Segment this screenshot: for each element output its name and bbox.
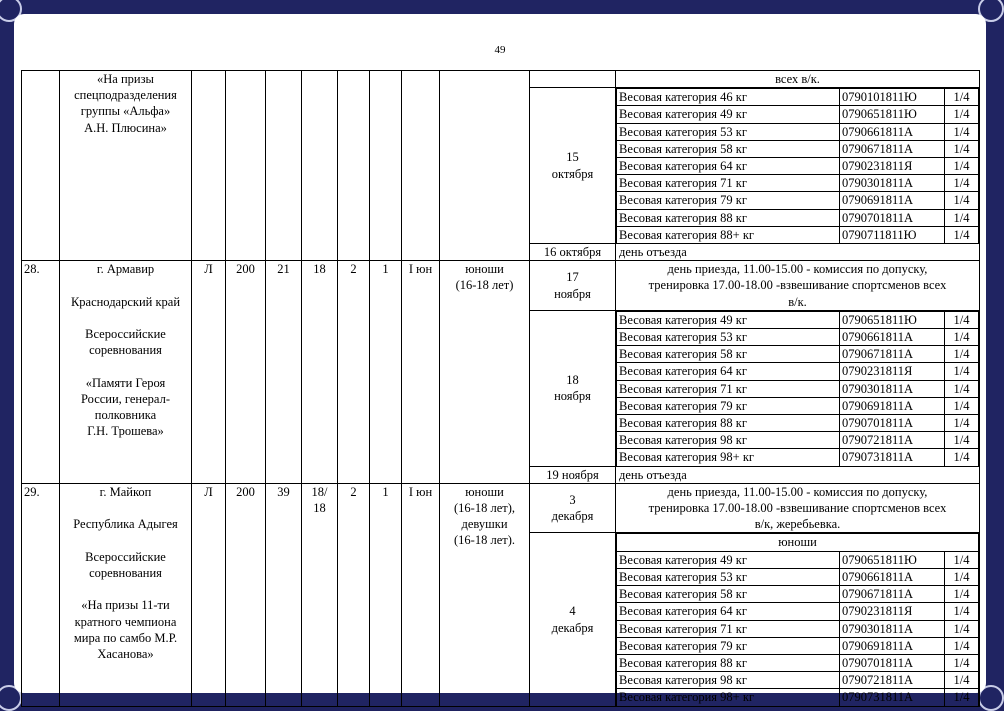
weight-row bbox=[617, 672, 979, 689]
table-row bbox=[22, 483, 980, 533]
category-code: 0790731811А bbox=[840, 449, 945, 466]
description-line: Г.Н. Трошева» bbox=[87, 424, 164, 439]
schedule-date bbox=[530, 483, 616, 533]
description-line bbox=[62, 581, 189, 597]
schedule-info bbox=[616, 466, 980, 483]
cell-type: Л bbox=[192, 261, 226, 484]
age-group bbox=[440, 261, 530, 484]
cell-c4 bbox=[338, 71, 370, 261]
category-code: 0790721811А bbox=[840, 432, 945, 449]
weight-row bbox=[617, 329, 979, 346]
weight-row bbox=[617, 654, 979, 671]
date-line: 15 bbox=[566, 150, 579, 165]
age-line: юноши bbox=[465, 262, 504, 277]
schedule-info bbox=[616, 483, 980, 533]
cell-level: I юн bbox=[402, 483, 440, 706]
cell-c5: 1 bbox=[370, 261, 402, 484]
category-fraction: 1/4 bbox=[945, 415, 979, 432]
schedule-info bbox=[616, 71, 980, 88]
schedule-info bbox=[616, 88, 980, 244]
category-fraction: 1/4 bbox=[945, 672, 979, 689]
weight-row bbox=[617, 363, 979, 380]
weight-category: Весовая категория 71 кг bbox=[617, 175, 840, 192]
category-code: 0790301811А bbox=[840, 620, 945, 637]
row-number bbox=[22, 71, 60, 261]
category-fraction: 1/4 bbox=[945, 432, 979, 449]
description-line: мира по самбо М.Р. bbox=[73, 630, 178, 645]
weight-category: Весовая категория 71 кг bbox=[617, 380, 840, 397]
category-code: 0790231811Я bbox=[840, 158, 945, 175]
category-fraction: 1/4 bbox=[945, 140, 979, 157]
weight-category: Весовая категория 71 кг bbox=[617, 620, 840, 637]
weight-category: Весовая категория 98 кг bbox=[617, 432, 840, 449]
weight-row bbox=[617, 415, 979, 432]
category-fraction: 1/4 bbox=[945, 363, 979, 380]
weight-category: Весовая категория 64 кг bbox=[617, 603, 840, 620]
category-fraction: 1/4 bbox=[945, 89, 979, 106]
weight-row bbox=[617, 89, 979, 106]
category-fraction: 1/4 bbox=[945, 637, 979, 654]
category-code: 0790651811Ю bbox=[840, 311, 945, 328]
weight-category: Весовая категория 49 кг bbox=[617, 106, 840, 123]
schedule-date bbox=[530, 533, 616, 706]
description-line: г. Армавир bbox=[96, 262, 155, 277]
weight-category: Весовая категория 64 кг bbox=[617, 158, 840, 175]
weight-category: Весовая категория 53 кг bbox=[617, 123, 840, 140]
weight-row bbox=[617, 192, 979, 209]
category-code: 0790701811А bbox=[840, 209, 945, 226]
weight-row bbox=[617, 689, 979, 706]
note-line: день приезда, 11.00-15.00 - комиссия по допуску, bbox=[667, 262, 928, 277]
row-number: 29. bbox=[22, 483, 60, 706]
cell-c2 bbox=[266, 71, 302, 261]
cell-c3 bbox=[302, 71, 338, 261]
competition-description bbox=[60, 71, 192, 261]
weight-row bbox=[617, 397, 979, 414]
description-line: Республика Адыгея bbox=[73, 517, 178, 532]
cell-type bbox=[192, 71, 226, 261]
date-line: декабря bbox=[551, 509, 594, 524]
subheader: юноши bbox=[617, 534, 979, 551]
schedule-info bbox=[616, 244, 980, 261]
weight-category: Весовая категория 79 кг bbox=[617, 192, 840, 209]
weight-category: Весовая категория 64 кг bbox=[617, 363, 840, 380]
note-line: всех в/к. bbox=[775, 72, 820, 86]
weight-row bbox=[617, 226, 979, 243]
cell-c2: 21 bbox=[266, 261, 302, 484]
weight-row bbox=[617, 586, 979, 603]
weight-row bbox=[617, 637, 979, 654]
category-code: 0790701811А bbox=[840, 654, 945, 671]
weight-category: Весовая категория 53 кг bbox=[617, 329, 840, 346]
weight-category: Весовая категория 88+ кг bbox=[617, 226, 840, 243]
description-line: «Памяти Героя bbox=[85, 375, 166, 390]
note-line: день отъезда bbox=[619, 245, 687, 260]
description-line: «На призы bbox=[97, 72, 154, 86]
schedule-date bbox=[530, 261, 616, 311]
category-code: 0790101811Ю bbox=[840, 89, 945, 106]
cell-c5: 1 bbox=[370, 483, 402, 706]
description-line: группы «Альфа» bbox=[80, 104, 171, 119]
age-group bbox=[440, 71, 530, 261]
weight-categories bbox=[616, 533, 979, 705]
cell-c2: 39 bbox=[266, 483, 302, 706]
weight-category: Весовая категория 88 кг bbox=[617, 209, 840, 226]
description-line: г. Майкоп bbox=[99, 484, 152, 499]
weight-category: Весовая категория 98+ кг bbox=[617, 449, 840, 466]
category-fraction: 1/4 bbox=[945, 568, 979, 585]
description-line: соревнования bbox=[89, 343, 162, 358]
description-line bbox=[62, 277, 189, 293]
category-code: 0790671811А bbox=[840, 346, 945, 363]
description-line: полковника bbox=[94, 408, 157, 423]
weight-row bbox=[617, 620, 979, 637]
description-line: Краснодарский край bbox=[70, 294, 181, 309]
category-fraction: 1/4 bbox=[945, 620, 979, 637]
weight-row bbox=[617, 603, 979, 620]
cell-c1: 200 bbox=[226, 261, 266, 484]
weight-category: Весовая категория 88 кг bbox=[617, 415, 840, 432]
weight-row bbox=[617, 432, 979, 449]
weight-row bbox=[617, 123, 979, 140]
date-line: декабря bbox=[551, 620, 594, 635]
weight-category: Весовая категория 88 кг bbox=[617, 654, 840, 671]
description-line bbox=[62, 532, 189, 548]
category-fraction: 1/4 bbox=[945, 689, 979, 706]
schedule-info bbox=[616, 310, 980, 466]
category-fraction: 1/4 bbox=[945, 158, 979, 175]
category-fraction: 1/4 bbox=[945, 209, 979, 226]
description-line: России, генерал- bbox=[81, 391, 170, 406]
category-code: 0790231811Я bbox=[840, 363, 945, 380]
category-fraction: 1/4 bbox=[945, 329, 979, 346]
weight-categories bbox=[616, 88, 979, 243]
document-page bbox=[14, 14, 986, 705]
category-fraction: 1/4 bbox=[945, 123, 979, 140]
description-line: соревнования bbox=[89, 565, 162, 580]
schedule-date bbox=[530, 310, 616, 466]
age-line: (16-18 лет) bbox=[455, 278, 514, 293]
description-line: спецподразделения bbox=[74, 88, 177, 103]
date-line: ноября bbox=[554, 286, 591, 301]
weight-category: Весовая категория 49 кг bbox=[617, 311, 840, 328]
cell-c1 bbox=[226, 71, 266, 261]
category-code: 0790301811А bbox=[840, 380, 945, 397]
schedule-info bbox=[616, 533, 980, 706]
schedule-date bbox=[530, 88, 616, 244]
weight-row bbox=[617, 106, 979, 123]
schedule-info bbox=[616, 261, 980, 311]
schedule-date: 19 ноября bbox=[530, 466, 616, 483]
cell-level bbox=[402, 71, 440, 261]
cell-c5 bbox=[370, 71, 402, 261]
age-line: девушки bbox=[461, 517, 508, 532]
weight-row bbox=[617, 551, 979, 568]
cell-c3 bbox=[302, 483, 338, 706]
description-line: А.Н. Плюсина» bbox=[84, 120, 167, 135]
age-line: (16-18 лет), bbox=[454, 501, 515, 516]
category-fraction: 1/4 bbox=[945, 226, 979, 243]
category-code: 0790301811А bbox=[840, 175, 945, 192]
cell-c4: 2 bbox=[338, 261, 370, 484]
age-group bbox=[440, 483, 530, 706]
weight-row bbox=[617, 158, 979, 175]
note-line: тренировка 17.00-18.00 -взвешивание спортсменов всех bbox=[648, 278, 947, 293]
age-line: (16-18 лет). bbox=[454, 533, 515, 548]
weight-category: Весовая категория 79 кг bbox=[617, 637, 840, 654]
age-line: юноши bbox=[465, 484, 504, 499]
description-line: Хасанова» bbox=[97, 646, 154, 661]
date-line: ноября bbox=[554, 389, 591, 404]
category-fraction: 1/4 bbox=[945, 397, 979, 414]
note-line: день отъезда bbox=[619, 467, 687, 482]
category-fraction: 1/4 bbox=[945, 449, 979, 466]
category-fraction: 1/4 bbox=[945, 380, 979, 397]
date-line: 17 bbox=[566, 270, 579, 285]
competition-description bbox=[60, 261, 192, 484]
note-line: в/к. bbox=[788, 294, 807, 309]
category-code: 0790661811А bbox=[840, 568, 945, 585]
weight-row bbox=[617, 140, 979, 157]
cell-type: Л bbox=[192, 483, 226, 706]
weight-category: Весовая категория 98+ кг bbox=[617, 689, 840, 706]
category-fraction: 1/4 bbox=[945, 192, 979, 209]
description-line bbox=[62, 310, 189, 326]
description-line bbox=[62, 358, 189, 374]
row-number: 28. bbox=[22, 261, 60, 484]
competition-table bbox=[21, 70, 980, 707]
category-code: 0790691811А bbox=[840, 397, 945, 414]
description-line: Всероссийские bbox=[85, 327, 166, 342]
weight-row bbox=[617, 175, 979, 192]
category-code: 0790691811А bbox=[840, 637, 945, 654]
category-fraction: 1/4 bbox=[945, 654, 979, 671]
weight-row bbox=[617, 209, 979, 226]
description-line: «На призы 11-ти bbox=[81, 598, 170, 613]
weight-category: Весовая категория 58 кг bbox=[617, 140, 840, 157]
description-line: кратного чемпиона bbox=[74, 614, 177, 629]
cell-level: I юн bbox=[402, 261, 440, 484]
weight-row bbox=[617, 568, 979, 585]
category-code: 0790661811А bbox=[840, 329, 945, 346]
category-code: 0790651811Ю bbox=[840, 106, 945, 123]
category-code: 0790651811Ю bbox=[840, 551, 945, 568]
date-line: 18 bbox=[566, 373, 579, 388]
competition-description bbox=[60, 483, 192, 706]
date-line: октября bbox=[551, 166, 594, 181]
category-fraction: 1/4 bbox=[945, 551, 979, 568]
category-code: 0790661811А bbox=[840, 123, 945, 140]
cell-line: 18/ bbox=[311, 484, 328, 499]
schedule-date bbox=[530, 71, 616, 88]
date-line: 4 bbox=[569, 604, 576, 619]
date-line: 3 bbox=[569, 492, 576, 507]
category-code: 0790731811А bbox=[840, 689, 945, 706]
note-line: в/к, жеребьевка. bbox=[754, 517, 841, 532]
category-fraction: 1/4 bbox=[945, 311, 979, 328]
note-line: день приезда, 11.00-15.00 - комиссия по допуску, bbox=[667, 484, 928, 499]
description-line: Всероссийские bbox=[85, 549, 166, 564]
schedule-date: 16 октября bbox=[530, 244, 616, 261]
weight-category: Весовая категория 79 кг bbox=[617, 397, 840, 414]
category-fraction: 1/4 bbox=[945, 106, 979, 123]
cell-line: 18 bbox=[313, 501, 326, 516]
category-code: 0790711811Ю bbox=[840, 226, 945, 243]
category-code: 0790671811А bbox=[840, 586, 945, 603]
category-fraction: 1/4 bbox=[945, 346, 979, 363]
weight-category: Весовая категория 53 кг bbox=[617, 568, 840, 585]
category-code: 0790701811А bbox=[840, 415, 945, 432]
category-code: 0790671811А bbox=[840, 140, 945, 157]
cell-c1: 200 bbox=[226, 483, 266, 706]
page-number: 49 bbox=[494, 44, 506, 56]
category-fraction: 1/4 bbox=[945, 175, 979, 192]
cell-c3: 18 bbox=[302, 261, 338, 484]
weight-row bbox=[617, 311, 979, 328]
cell-c4: 2 bbox=[338, 483, 370, 706]
weight-categories bbox=[616, 311, 979, 466]
weight-category: Весовая категория 98 кг bbox=[617, 672, 840, 689]
weight-category: Весовая категория 46 кг bbox=[617, 89, 840, 106]
category-fraction: 1/4 bbox=[945, 586, 979, 603]
note-line: тренировка 17.00-18.00 -взвешивание спортсменов всех bbox=[648, 501, 947, 516]
category-code: 0790231811Я bbox=[840, 603, 945, 620]
weight-category: Весовая категория 49 кг bbox=[617, 551, 840, 568]
weight-category: Весовая категория 58 кг bbox=[617, 586, 840, 603]
description-line bbox=[62, 500, 189, 516]
category-code: 0790691811А bbox=[840, 192, 945, 209]
weight-category: Весовая категория 58 кг bbox=[617, 346, 840, 363]
weight-row bbox=[617, 380, 979, 397]
category-fraction: 1/4 bbox=[945, 603, 979, 620]
table-row bbox=[22, 71, 980, 88]
weight-row bbox=[617, 449, 979, 466]
category-code: 0790721811А bbox=[840, 672, 945, 689]
weight-row bbox=[617, 346, 979, 363]
table-row bbox=[22, 261, 980, 311]
